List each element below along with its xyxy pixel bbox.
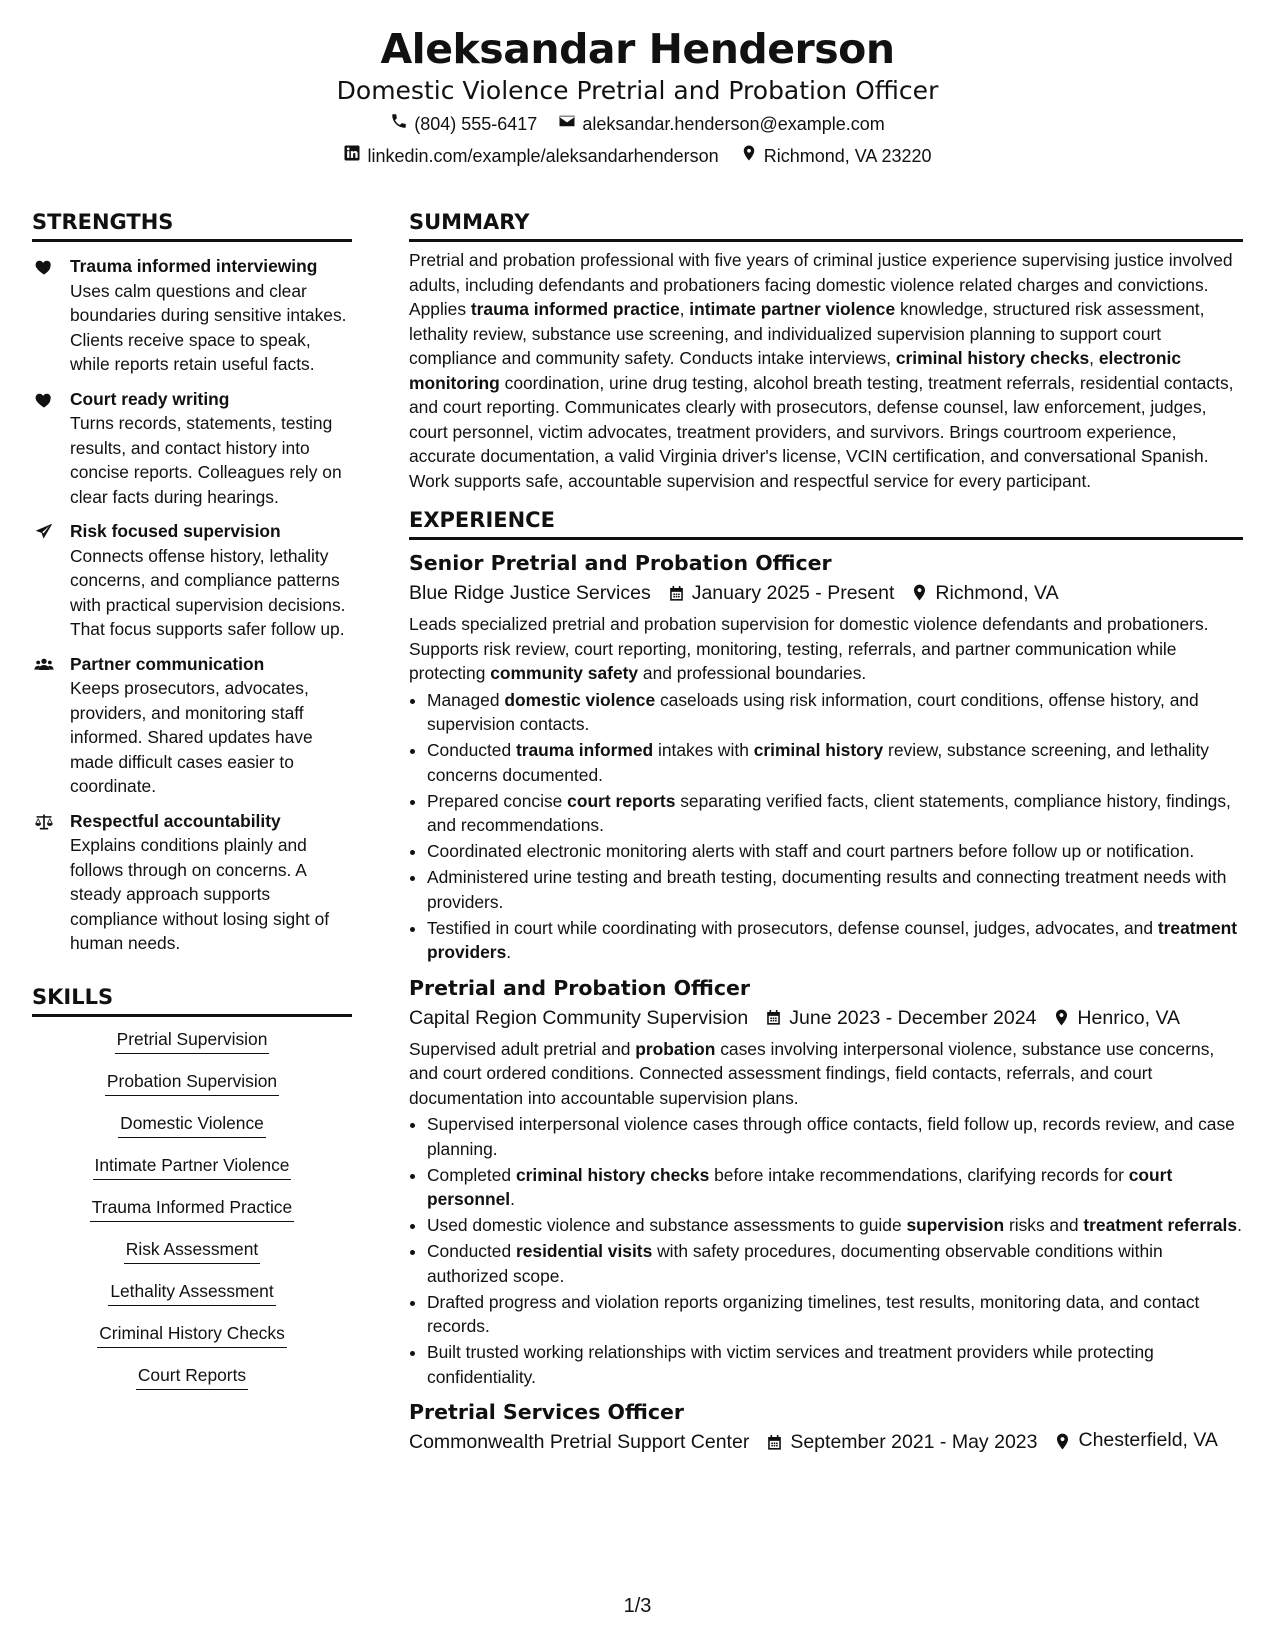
emphasis-text: domestic violence (504, 689, 656, 710)
calendar-icon (764, 1008, 783, 1027)
bullet-item (427, 1340, 1243, 1389)
heart-icon (34, 257, 54, 277)
job-location (910, 578, 1058, 608)
text-run: Completed (427, 1164, 516, 1185)
strengths-list (32, 254, 352, 956)
text-run: Supervised interpersonal violence cases through office contacts, field follow up, records review, and case planning. (427, 1114, 1235, 1159)
job-location (1053, 1427, 1218, 1453)
job-location-text: Henrico, VA (1077, 1006, 1181, 1029)
text-run: Administered urine testing and breath testing, documenting results and connecting treatment needs with providers. (427, 867, 1227, 912)
text-run: , (1089, 348, 1099, 368)
skill-tag: Intimate Partner Violence (93, 1153, 292, 1180)
emphasis-text: treatment referrals (1083, 1215, 1238, 1235)
emphasis-text: electronic monitoring (409, 348, 1181, 393)
emphasis-text: criminal history checks (515, 1164, 710, 1185)
skills-list (32, 1027, 352, 1390)
company-name: Blue Ridge Justice Services (409, 582, 651, 604)
text-run: knowledge, structured risk assessment, lethality review, substance use screening, and individualized supervision planning to support court compliance and community safety. Conducts intake interviews, (409, 299, 1205, 368)
text-run: coordination, urine drug testing, alcohol breath testing, treatment referrals, residential contacts, and court reporting. Communicates clearly with prosecutors, defense counsel, law enforcement, judges, court personnel, victim advocates, treatment providers, and survivors. Brings courtroom experience, accurate documentation, a valid Virginia driver's license, VCIN certification, and conversational Spanish. Work supports safe, accountable supervision and respectful service for every participant. (409, 372, 1234, 491)
emphasis-text: trauma informed practice (470, 299, 680, 319)
skill-tag: Risk Assessment (124, 1237, 260, 1264)
text-run: with safety procedures, documenting observable conditions within authorized scope. (427, 1241, 1163, 1286)
job-location-text: Chesterfield, VA (1078, 1429, 1218, 1451)
bullet-item (427, 1239, 1243, 1288)
resume-header (0, 22, 1275, 172)
strength-description: Keeps prosecutors, advocates, providers, and monitoring staff informed. Shared updates have made difficult cases easier to coordinate. (70, 678, 313, 796)
job-location-text: Richmond, VA (935, 582, 1059, 604)
emphasis-text: court personnel (427, 1164, 1173, 1209)
strength-title: Court ready writing (70, 388, 230, 409)
job-dates (667, 578, 895, 608)
emphasis-text: community safety (490, 663, 639, 683)
candidate-title: Domestic Violence Pretrial and Probation Officer (336, 76, 939, 105)
phone-icon (390, 108, 408, 140)
text-run: Built trusted working relationships with victim services and treatment providers while protecting confidentiality. (427, 1342, 1154, 1387)
strength-description: Uses calm questions and clear boundaries during sensitive intakes. Clients receive space to speak, while reports retain useful facts. (70, 280, 347, 374)
text-run: before intake recommendations, clarifying records for (709, 1164, 1129, 1185)
text-run: Conducted (427, 1241, 516, 1261)
bullet-item (427, 789, 1243, 838)
bullet-item (427, 738, 1243, 787)
job-meta (409, 1003, 1243, 1033)
job-dates (765, 1427, 1037, 1457)
emphasis-text: supervision (906, 1215, 1005, 1235)
bullet-item (427, 1163, 1243, 1212)
page-number: 1/3 (623, 1595, 652, 1617)
text-run: Managed (427, 689, 505, 710)
text-run: review, substance screening, and lethality concerns documented. (427, 740, 1209, 785)
text-run: . (510, 1189, 515, 1209)
bullet-item (427, 688, 1243, 737)
email-item[interactable] (558, 108, 884, 140)
phone-text: (804) 555-6417 (414, 114, 538, 134)
skill-tag: Domestic Violence (118, 1111, 266, 1138)
text-run: . (506, 942, 512, 962)
email-link[interactable]: aleksandar.henderson@example.com (582, 114, 885, 134)
skill-tag: Criminal History Checks (97, 1321, 287, 1348)
text-run: Leads specialized pretrial and probation supervision for domestic violence defendants and probationers. Supports risk review, court reporting, monitoring, testing, referrals, and partner communication while protecting (409, 614, 1209, 683)
text-run: Used domestic violence and substance assessments to guide (427, 1215, 907, 1235)
bullet-item (427, 865, 1243, 914)
strength-description: Turns records, statements, testing results, and contact history into concise reports. Colleagues rely on clear facts during hearings. (70, 413, 342, 507)
strength-description: Explains conditions plainly and follows through on concerns. A steady approach supports compliance without losing sight of human needs. (70, 835, 330, 953)
text-run: Supervised adult pretrial and (409, 1038, 636, 1059)
phone-item (390, 108, 537, 140)
text-run: Conducted (427, 740, 516, 760)
strengths-heading: STRENGTHS (32, 205, 352, 242)
text-run: separating verified facts, client statements, compliance history, findings, and recommendations. (427, 790, 1231, 835)
company-name: Capital Region Community Supervision (409, 1006, 749, 1029)
bullet-item (427, 1112, 1243, 1161)
summary-heading: SUMMARY (409, 205, 1243, 242)
text-run: Testified in court while coordinating with prosecutors, defense counsel, judges, advocates, and (427, 917, 1158, 938)
emphasis-text: criminal history (753, 740, 884, 760)
paper-plane-icon (34, 522, 54, 542)
emphasis-text: treatment providers (427, 917, 1238, 962)
contact-row-2 (0, 140, 1275, 172)
job-dates-text: September 2021 - May 2023 (790, 1431, 1038, 1453)
text-run: cases involving interpersonal violence, substance use concerns, and court ordered conditions. Connected assessment findings, field contacts, referrals, and court documentation into accountable supervision plans. (409, 1038, 1215, 1108)
emphasis-text: probation (635, 1038, 716, 1059)
bullet-item (427, 839, 1243, 864)
job-meta (409, 578, 1243, 608)
job-dates (764, 1003, 1036, 1033)
job-entry (409, 973, 1243, 1390)
strength-description: Connects offense history, lethality concerns, and compliance patterns with practical supervision decisions. That focus supports safer follow up. (70, 545, 346, 639)
calendar-icon (667, 584, 686, 603)
job-entry (409, 548, 1243, 965)
map-pin-icon (910, 583, 929, 602)
emphasis-text: court reports (567, 790, 676, 811)
job-description (409, 612, 1243, 686)
location-item (740, 140, 932, 172)
job-dates-text: June 2023 - December 2024 (789, 1006, 1037, 1029)
skill-tag: Court Reports (136, 1363, 248, 1390)
strength-item (32, 652, 352, 799)
job-bullets (409, 688, 1243, 965)
job-title: Pretrial and Probation Officer (409, 975, 751, 1000)
text-run: intakes with (653, 740, 754, 760)
job-location (1052, 1003, 1180, 1033)
skill-tag: Pretrial Supervision (115, 1027, 270, 1054)
strength-item (32, 254, 352, 377)
emphasis-text: trauma informed (515, 740, 654, 760)
strength-title: Trauma informed interviewing (70, 256, 318, 276)
skill-tag: Probation Supervision (105, 1069, 279, 1096)
text-run: Coordinated electronic monitoring alerts with staff and court partners before follow up or notification. (427, 841, 1195, 861)
map-pin-icon (1052, 1008, 1071, 1027)
people-icon (34, 655, 54, 675)
job-entry (409, 1397, 1243, 1457)
bullet-item (427, 1213, 1243, 1238)
strength-title: Risk focused supervision (70, 521, 281, 541)
jobs-list (409, 548, 1243, 1457)
emphasis-text: residential visits (515, 1241, 653, 1261)
summary-text (409, 248, 1243, 493)
experience-heading: EXPERIENCE (409, 503, 1243, 540)
strength-title: Respectful accountability (70, 810, 281, 831)
linkedin-icon (343, 140, 361, 172)
contact-row-1 (0, 108, 1275, 140)
strength-item (32, 809, 352, 956)
linkedin-item[interactable] (343, 140, 718, 172)
map-pin-icon (740, 140, 758, 172)
text-run: Prepared concise (427, 790, 568, 811)
strength-item (32, 519, 352, 642)
envelope-icon (558, 108, 576, 140)
job-title: Pretrial Services Officer (409, 1400, 684, 1424)
skill-tag: Lethality Assessment (108, 1279, 275, 1306)
strength-title: Partner communication (70, 653, 265, 674)
skill-tag: Trauma Informed Practice (90, 1195, 294, 1222)
calendar-icon (765, 1433, 784, 1452)
strength-item (32, 387, 352, 510)
text-run: , (679, 299, 690, 319)
text-run: caseloads using risk information, court conditions, offense history, and supervision contacts. (427, 689, 1199, 734)
map-pin-icon (1053, 1432, 1072, 1451)
scale-icon (34, 812, 54, 832)
right-column (409, 205, 1243, 1457)
job-bullets (409, 1112, 1243, 1389)
candidate-name: Aleksandar Henderson (380, 25, 895, 73)
job-title: Senior Pretrial and Probation Officer (409, 551, 832, 575)
job-meta (409, 1427, 1243, 1457)
text-run: risks and (1004, 1215, 1084, 1235)
linkedin-link[interactable]: linkedin.com/example/aleksandarhenderson (367, 146, 719, 166)
text-run: Drafted progress and violation reports organizing timelines, test results, monitoring data, and contact records. (427, 1291, 1200, 1336)
company-name: Commonwealth Pretrial Support Center (409, 1431, 750, 1453)
job-description (409, 1037, 1243, 1111)
job-dates-text: January 2025 - Present (691, 582, 895, 604)
bullet-item (427, 916, 1243, 965)
emphasis-text: intimate partner violence (689, 299, 896, 319)
bullet-item (427, 1290, 1243, 1339)
skills-heading: SKILLS (32, 980, 352, 1017)
location-text: Richmond, VA 23220 (763, 146, 932, 166)
text-run: Pretrial and probation professional with five years of criminal justice experience supervising justice involved adults, including defendants and probationers facing domestic violence related charges and convictions. Applies (409, 250, 1233, 319)
text-run: and professional boundaries. (638, 663, 867, 683)
left-column (32, 205, 352, 1405)
emphasis-text: criminal history checks (895, 348, 1090, 368)
heart-icon (34, 390, 54, 410)
text-run: . (1237, 1215, 1242, 1235)
